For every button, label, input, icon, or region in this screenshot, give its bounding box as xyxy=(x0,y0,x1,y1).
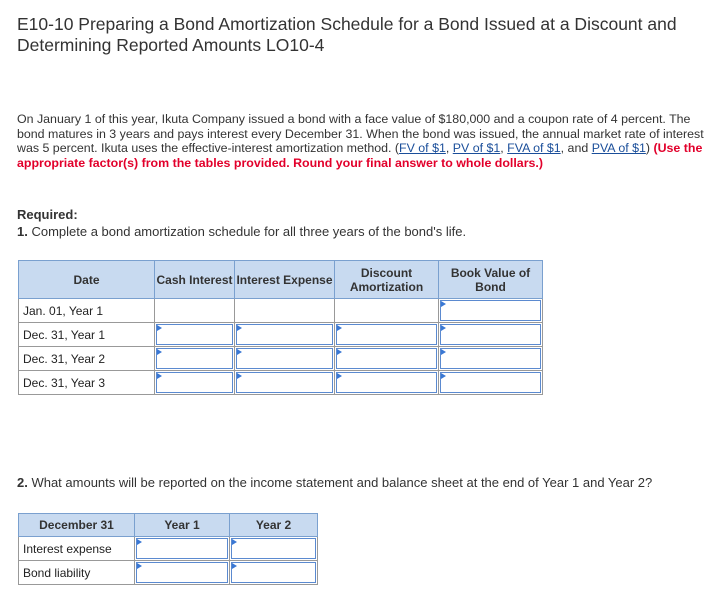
book-value-y2-input[interactable] xyxy=(440,348,541,369)
interest-expense-y1-input[interactable] xyxy=(236,324,333,345)
table-row xyxy=(19,323,543,347)
discount-amortization-cell xyxy=(335,347,439,371)
discount-amortization-y2-input[interactable] xyxy=(336,348,437,369)
bond-liability-year2-cell xyxy=(230,561,318,585)
question-2-text: What amounts will be reported on the income statement and balance sheet at the end of Year 1 and Year 2? xyxy=(27,475,653,490)
discount-amortization-cell xyxy=(335,323,439,347)
question-1-number: 1. xyxy=(17,224,28,239)
interest-expense-year2-input[interactable] xyxy=(231,538,316,559)
interest-expense-y2-input[interactable] xyxy=(236,348,333,369)
question-2 xyxy=(17,475,652,490)
table-row xyxy=(19,371,543,395)
table-row xyxy=(19,561,318,585)
amortization-schedule-table xyxy=(18,260,543,395)
empty-cell xyxy=(235,299,335,323)
row-label: Dec. 31, Year 3 xyxy=(19,371,155,395)
interest-expense-year2-cell xyxy=(230,537,318,561)
discount-amortization-y1-input[interactable] xyxy=(336,324,437,345)
book-value-jan01-y1-input[interactable] xyxy=(440,300,541,321)
book-value-y3-input[interactable] xyxy=(440,372,541,393)
empty-cell xyxy=(335,299,439,323)
interest-expense-cell xyxy=(235,347,335,371)
row-label: Bond liability xyxy=(19,561,135,585)
page-title: E10-10 Preparing a Bond Amortization Schedule for a Bond Issued at a Discount and Determining Reported Amounts LO10-4 xyxy=(17,14,677,55)
cash-interest-cell xyxy=(155,323,235,347)
book-value-y1-input[interactable] xyxy=(440,324,541,345)
empty-cell xyxy=(155,299,235,323)
interest-expense-cell xyxy=(235,371,335,395)
pva-of-1-link[interactable]: PVA of $1 xyxy=(591,141,646,156)
book-value-cell xyxy=(439,347,543,371)
bond-liability-year2-input[interactable] xyxy=(231,562,316,583)
header-year-1: Year 1 xyxy=(135,514,230,537)
row-label: Jan. 01, Year 1 xyxy=(19,299,155,323)
discount-amortization-cell xyxy=(335,371,439,395)
cash-interest-cell xyxy=(155,371,235,395)
bond-liability-year1-input[interactable] xyxy=(136,562,228,583)
header-discount-amortization: Discount Amortization xyxy=(335,261,439,299)
interest-expense-year1-cell xyxy=(135,537,230,561)
header-year-2: Year 2 xyxy=(230,514,318,537)
header-december-31: December 31 xyxy=(19,514,135,537)
header-date: Date xyxy=(19,261,155,299)
question-1-text: Complete a bond amortization schedule for all three years of the bond's life. xyxy=(27,224,467,239)
problem-statement xyxy=(17,112,712,170)
book-value-cell xyxy=(439,323,543,347)
interest-expense-cell xyxy=(235,323,335,347)
interest-expense-y3-input[interactable] xyxy=(236,372,333,393)
table-row xyxy=(19,537,318,561)
separator: , xyxy=(500,141,508,156)
question-1 xyxy=(17,224,466,239)
cash-interest-y1-input[interactable] xyxy=(156,324,233,345)
separator: , xyxy=(445,141,453,156)
fv-of-1-link[interactable]: FV of $1 xyxy=(399,141,446,156)
fva-of-1-link[interactable]: FVA of $1 xyxy=(507,141,561,156)
pv-of-1-link[interactable]: PV of $1 xyxy=(452,141,501,156)
header-interest-expense: Interest Expense xyxy=(235,261,335,299)
book-value-cell xyxy=(439,299,543,323)
separator: ) xyxy=(645,141,654,156)
cash-interest-y2-input[interactable] xyxy=(156,348,233,369)
separator: , and xyxy=(560,141,592,156)
header-cash-interest: Cash Interest xyxy=(155,261,235,299)
intro-text: On January 1 of this year, Ikuta Company issued a bond with a face value of $180,000 and a coupon rate of 4 percent. The bond matures in 3 years and pays interest every December 31. When the bond was issued, the annual market rate of interest was 5 percent. Ikuta uses the effective-interest amortization method. ( xyxy=(17,112,704,156)
instruction-text: (Use the appropriate factor(s) from the tables provided. Round your final answer to whole dollars.) xyxy=(17,141,703,170)
cash-interest-y3-input[interactable] xyxy=(156,372,233,393)
table-row xyxy=(19,347,543,371)
bond-liability-year1-cell xyxy=(135,561,230,585)
row-label: Dec. 31, Year 2 xyxy=(19,347,155,371)
required-heading: Required: xyxy=(17,207,78,222)
discount-amortization-y3-input[interactable] xyxy=(336,372,437,393)
interest-expense-year1-input[interactable] xyxy=(136,538,228,559)
book-value-cell xyxy=(439,371,543,395)
question-2-number: 2. xyxy=(17,475,28,490)
reported-amounts-table xyxy=(18,513,318,585)
cash-interest-cell xyxy=(155,347,235,371)
header-book-value: Book Value of Bond xyxy=(439,261,543,299)
row-label: Dec. 31, Year 1 xyxy=(19,323,155,347)
row-label: Interest expense xyxy=(19,537,135,561)
table-row xyxy=(19,299,543,323)
